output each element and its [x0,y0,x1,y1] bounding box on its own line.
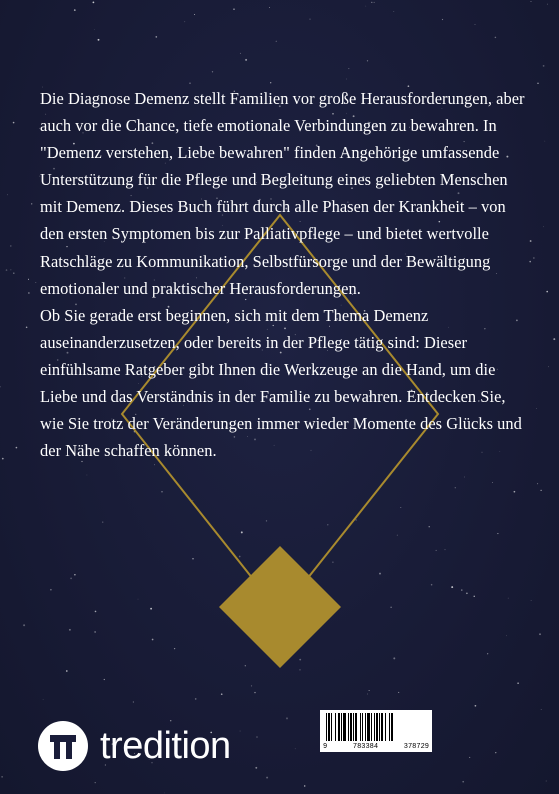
isbn-prefix: 9 [323,743,328,751]
barcode-bar [328,713,330,741]
isbn-group-1: 783384 [352,743,379,751]
barcode-bar [360,713,361,741]
barcode-bar [362,713,363,741]
gold-diamond [219,546,341,668]
barcode-bar [326,713,327,741]
barcode-bar [381,713,383,741]
isbn-group-2: 378729 [403,743,429,751]
isbn-barcode [320,710,432,752]
barcode-bar [365,713,366,741]
barcode-bar [355,713,357,741]
barcode-bar [367,713,370,741]
description-paragraph-2: Ob Sie gerade erst beginnen, sich mit dem Thema Demenz auseinanderzusetzen, oder bereits in der Pflege tätig sind: Dieser einfühlsame Ratgeber gibt Ihnen die Werkzeuge an die Hand, um die Liebe und das Verständnis in der Familie zu bewahren. Entdecken Sie, wie Sie trotz der Veränderungen immer wieder Momente des Glücks und der Nähe schaffen können. [40,305,522,461]
barcode-bar [341,713,342,741]
barcode-bar [338,713,340,741]
book-description [40,85,530,464]
barcode-bar [374,713,375,741]
barcode-bar [350,713,352,741]
isbn-digits [320,743,432,751]
publisher-logo [38,719,288,773]
tredition-t-icon [38,721,88,771]
barcode-bar [348,713,349,741]
barcode-bar [335,713,336,741]
barcode-bar [371,713,372,741]
description-paragraph-1: Die Diagnose Demenz stellt Familien vor große Herausforderungen, aber auch vor die Chance, tiefe emotionale Verbindungen zu bewahren. In "Demenz verstehen, Liebe bewahren" finden Angehörige umfassende Unterstützung für die Pflege und Begleitung eines geliebten Menschen mit Demenz. Dieses Buch führt durch alle Phasen der Krankheit – von den ersten Symptomen bis zur Palliativpflege – und bietet wertvolle Ratschläge zu Kommunikation, Selbstfürsorge und der Bewältigung emotionaler und praktischer Herausforderungen. [40,89,525,298]
barcode-bar [391,713,393,741]
barcode-bar [379,713,380,741]
barcode-bar [389,713,390,741]
barcode-bar [353,713,354,741]
barcode-bar [343,713,346,741]
barcode-bar [385,713,386,741]
barcode-bar [331,713,332,741]
publisher-name: tredition [100,725,231,767]
barcode-bar [376,713,378,741]
